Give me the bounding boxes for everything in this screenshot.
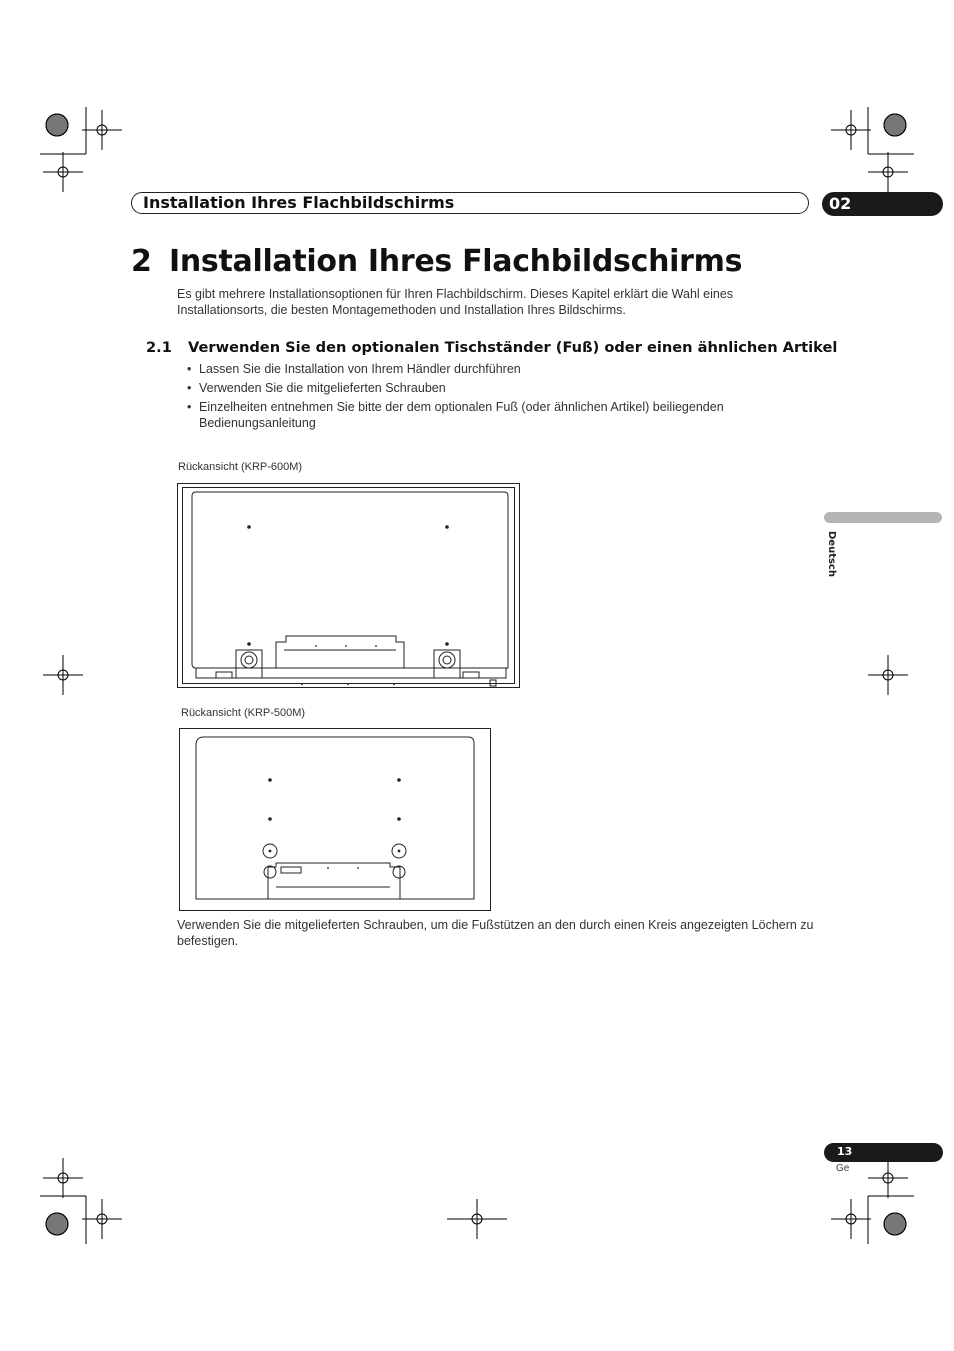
rear-view-krp500m-diagram [178, 727, 493, 913]
language-tab [824, 512, 942, 523]
section-heading [146, 338, 837, 358]
mounting-note: Verwenden Sie die mitgelieferten Schrauben, um die Fußstützen an den durch einen Kreis angezeigten Löchern zu befestigen. [177, 918, 814, 948]
section-title: Verwenden Sie den optionalen Tischständer (Fuß) oder einen ähnlichen Artikel [188, 339, 838, 356]
chapter-heading [131, 242, 742, 282]
bullet-list [187, 361, 787, 434]
list-item: • Einzelheiten entnehmen Sie bitte der dem optionalen Fuß (oder ähnlichen Artikel) beiliegenden Bedienungsanleitung [187, 399, 787, 431]
running-header-title: Installation Ihres Flachbildschirms [143, 193, 455, 212]
rear-view-krp600m-diagram [176, 482, 522, 690]
figure-caption-krp600m: Rückansicht (KRP-600M) [178, 461, 303, 473]
language-label: Deutsch [826, 531, 837, 577]
chapter-number: 02 [829, 194, 852, 213]
figure-caption-krp500m: Rückansicht (KRP-500M) [181, 707, 306, 719]
list-item: • Verwenden Sie die mitgelieferten Schrauben [187, 380, 787, 396]
language-code: Ge [836, 1163, 850, 1174]
chapter-heading-title: Installation Ihres Flachbildschirms [169, 244, 743, 279]
section-number: 2.1 [146, 339, 172, 356]
list-item: • Lassen Sie die Installation von Ihrem Händler durchführen [187, 361, 787, 377]
page-number: 13 [837, 1145, 853, 1158]
chapter-intro: Es gibt mehrere Installationsoptionen für Ihren Flachbildschirm. Dieses Kapitel erklärt die Wahl eines Installationsorts, die besten Montagemethoden und Installation Ihres Bildschirms. [177, 287, 734, 317]
chapter-heading-number: 2 [131, 244, 152, 279]
